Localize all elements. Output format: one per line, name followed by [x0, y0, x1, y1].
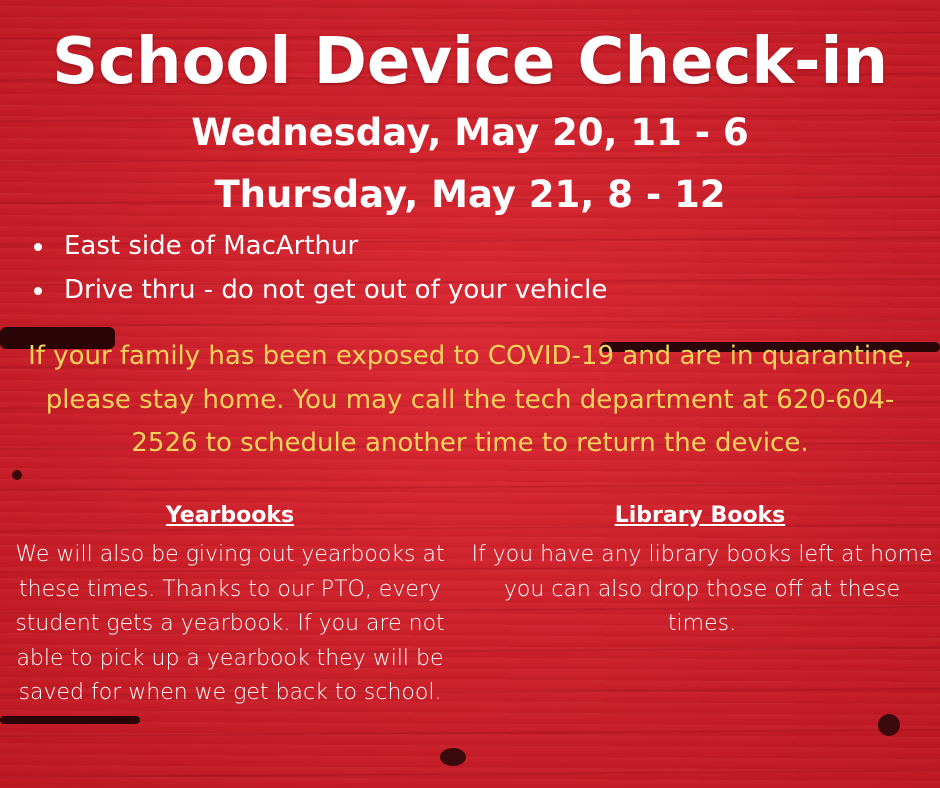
library-books-heading: Library Books [614, 503, 786, 528]
page-title: School Device Check-in [51, 25, 889, 99]
details-list [34, 224, 607, 312]
wood-knot [440, 748, 466, 766]
library-books-text: If you have any library books left at home you can also drop those off at these times. [471, 542, 933, 636]
event-date-1: Wednesday, May 20, 11 - 6 [191, 111, 749, 154]
event-date-2: Thursday, May 21, 8 - 12 [214, 173, 726, 216]
list-item: Drive thru - do not get out of your vehicle [34, 268, 607, 312]
wood-knot [878, 714, 900, 736]
list-item: East side of MacArthur [34, 224, 607, 268]
yearbooks-heading: Yearbooks [165, 503, 295, 528]
wood-crack [0, 716, 140, 724]
covid-notice: If your family has been exposed to COVID-19 and are in quarantine, please stay home. You may call the tech department at 620-604-2526 to schedule another time to return the device. [28, 341, 912, 458]
yearbooks-text: We will also be giving out yearbooks at these times. Thanks to our PTO, every student gets a yearbook. If you are not able to pick up a yearbook they will be saved for when we get back to school. [15, 542, 445, 705]
wood-knot [12, 470, 22, 480]
